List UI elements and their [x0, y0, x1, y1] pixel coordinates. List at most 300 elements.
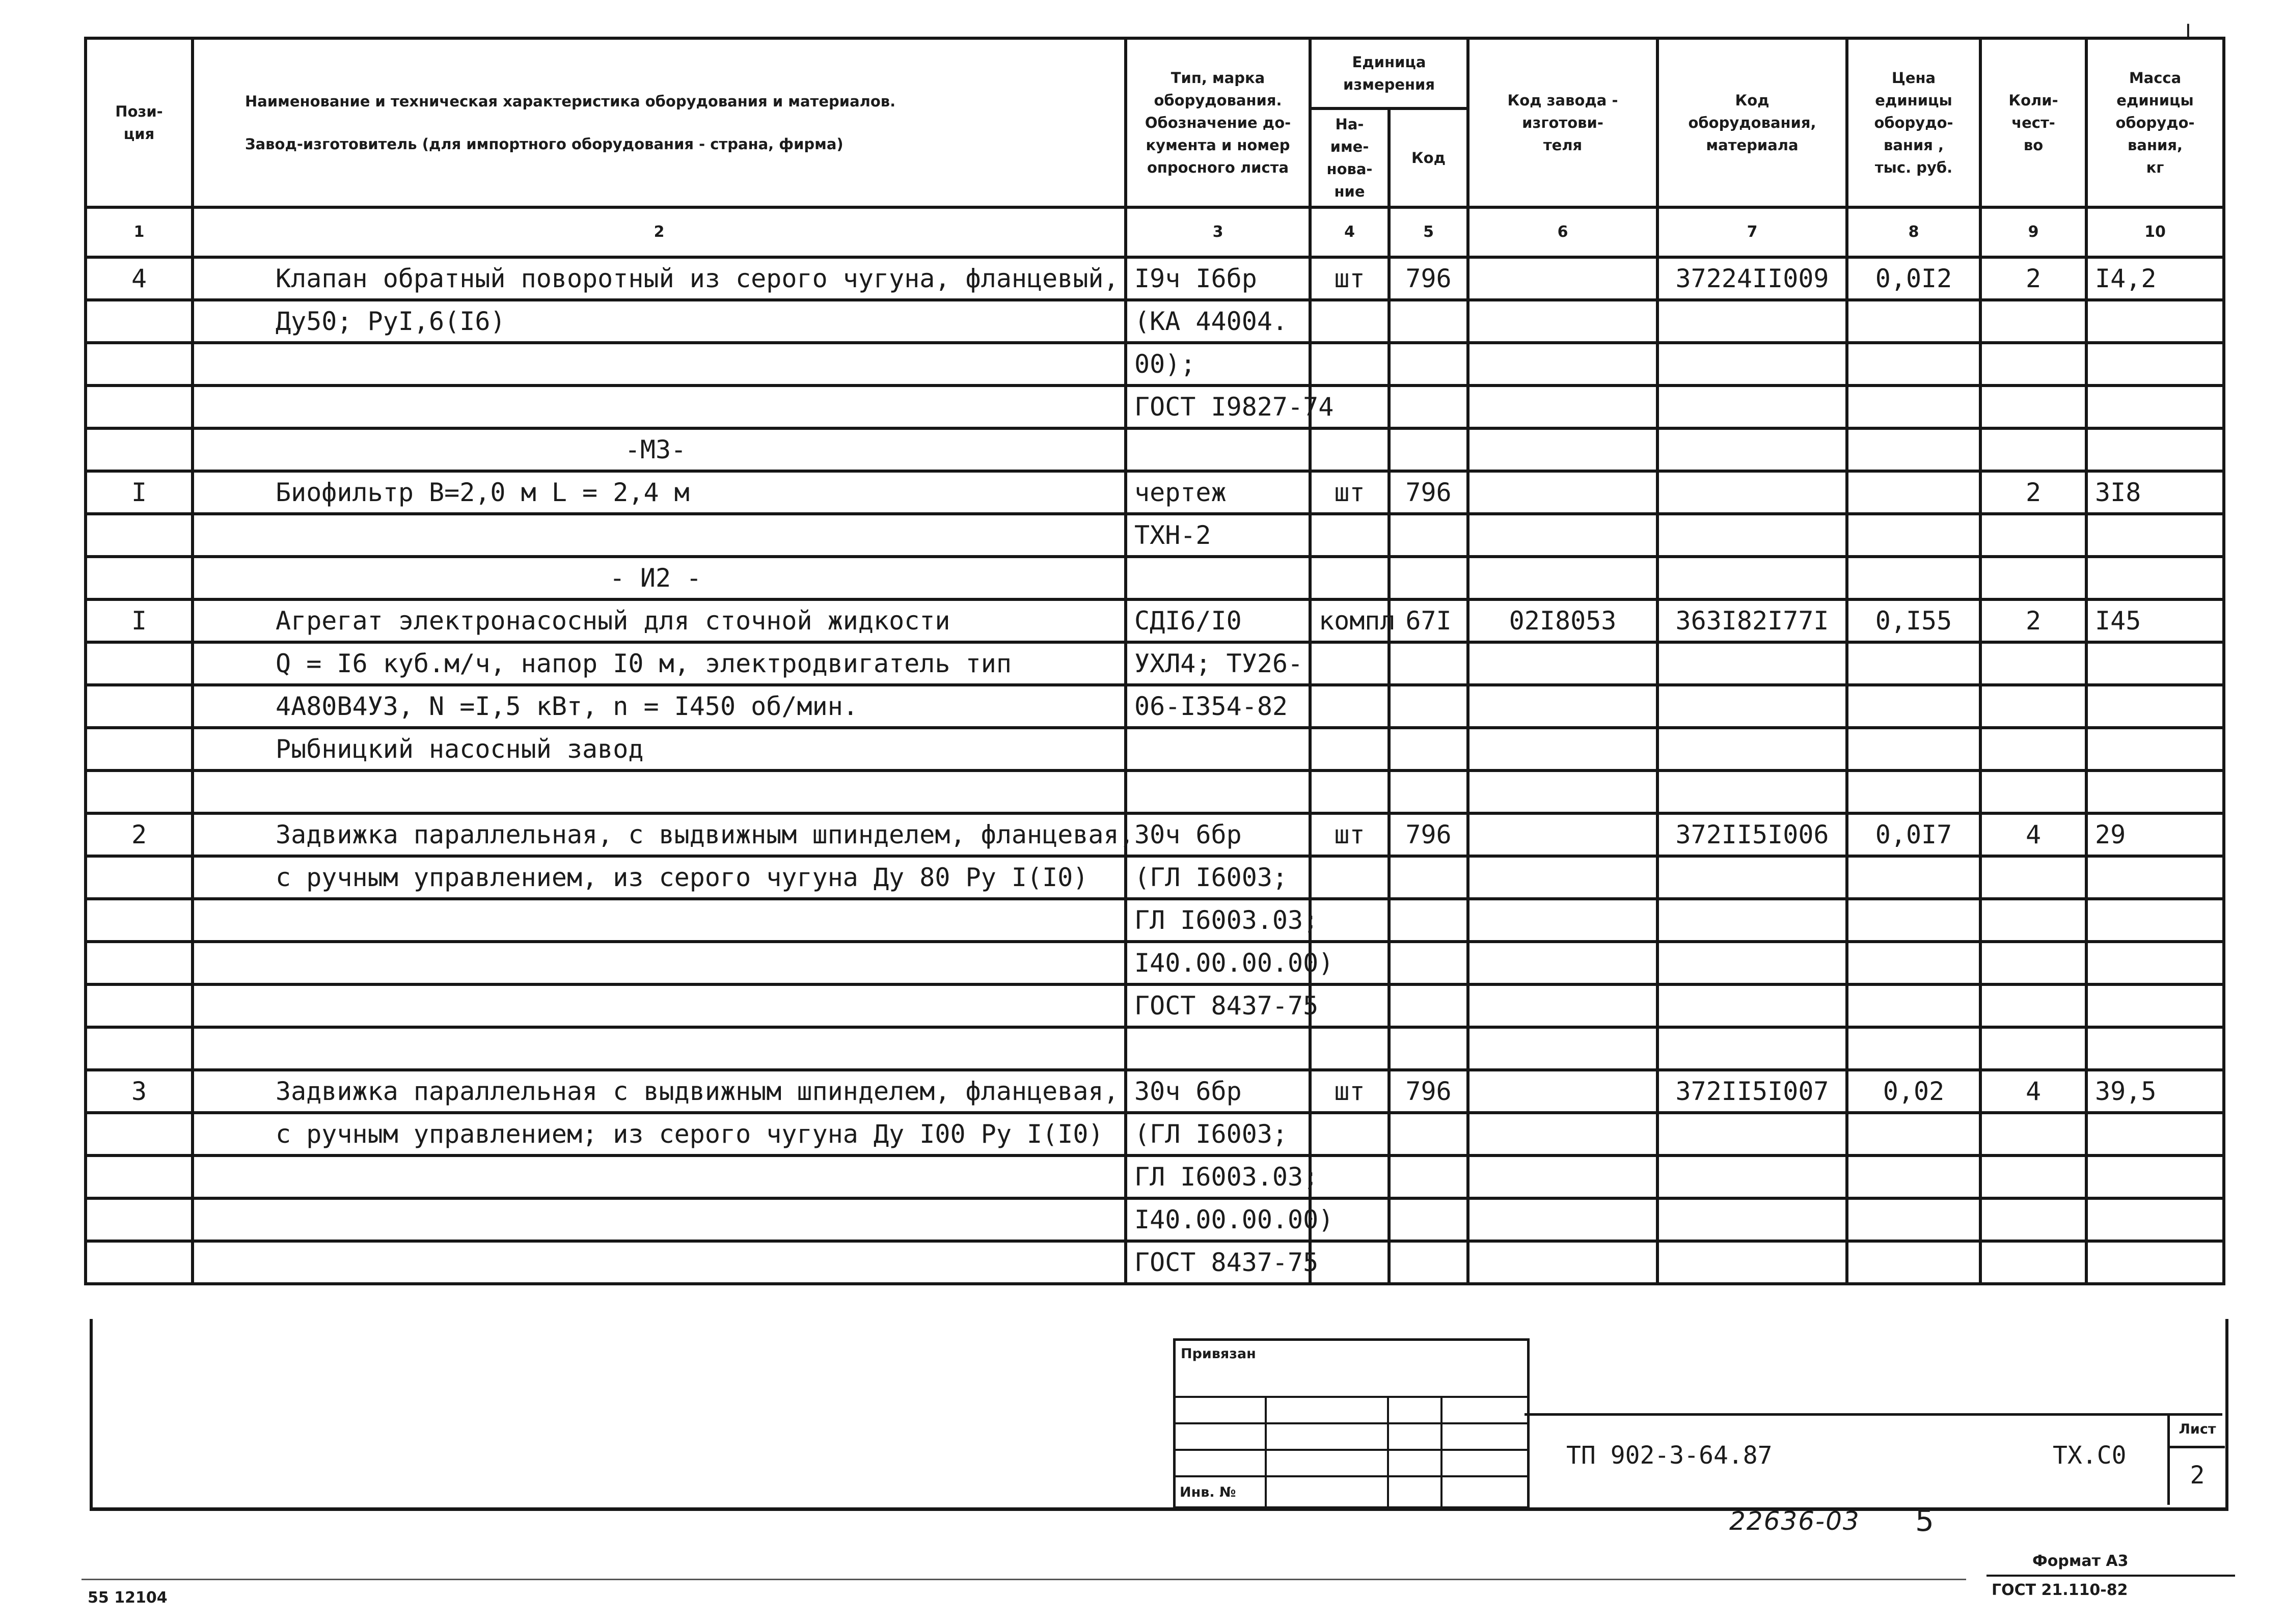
table-cell: [1310, 1027, 1389, 1070]
table-cell: [1980, 1155, 2086, 1198]
table-row: [86, 428, 2224, 471]
table-cell: [1980, 1027, 2086, 1070]
table-cell: [1468, 813, 1657, 856]
table-cell: [2086, 1113, 2224, 1155]
table-row: [86, 770, 2224, 813]
header-line: Завод-изготовитель (для импортного оборудования - страна, фирма): [245, 135, 843, 153]
gost-label: ГОСТ 21.110-82: [1992, 1581, 2128, 1599]
table-cell: [2086, 514, 2224, 557]
table-cell: [2086, 642, 2224, 685]
header-line: материала: [1706, 136, 1799, 154]
table-cell: 30ч 6бр: [1126, 1070, 1310, 1113]
table-cell: [1980, 343, 2086, 386]
table-cell: [1847, 1113, 1980, 1155]
table-cell: [1468, 300, 1657, 343]
table-cell: [1310, 300, 1389, 343]
table-cell: Q = I6 куб.м/ч, напор I0 м, электродвигатель тип: [193, 642, 1126, 685]
table-cell: [1468, 386, 1657, 428]
column-number-row: [86, 207, 2224, 257]
table-cell: [1126, 1027, 1310, 1070]
column-number: 5: [1389, 207, 1468, 257]
table-cell: [1310, 514, 1389, 557]
header-line: оборудования.: [1154, 92, 1282, 109]
table-cell: 4: [86, 257, 193, 300]
table-row: [86, 1070, 2224, 1113]
table-cell: чертеж: [1126, 471, 1310, 514]
table-cell: [1310, 343, 1389, 386]
table-cell: [193, 770, 1126, 813]
table-cell: 796: [1389, 257, 1468, 300]
table-cell: 372II5I007: [1657, 1070, 1847, 1113]
table-cell: [1657, 386, 1847, 428]
table-row: [86, 300, 2224, 343]
table-cell: 0,0I2: [1847, 257, 1980, 300]
table-cell: 4: [1980, 813, 2086, 856]
document-code: ТП 902-3-64.87: [1566, 1441, 1773, 1470]
header-unit-mass: [2086, 38, 2224, 207]
header-line: нова-: [1326, 160, 1373, 178]
table-cell: [1389, 1241, 1468, 1284]
table-cell: [193, 984, 1126, 1027]
table-cell: 2: [1980, 599, 2086, 642]
table-cell: [1657, 942, 1847, 984]
table-cell: [1389, 386, 1468, 428]
table-cell: [86, 685, 193, 728]
header-line: Обозначение до-: [1145, 114, 1291, 131]
column-number: 6: [1468, 207, 1657, 257]
table-cell: I40.00.00.00): [1126, 1198, 1310, 1241]
table-row: [86, 642, 2224, 685]
table-cell: [2086, 685, 2224, 728]
table-cell: [1468, 1241, 1657, 1284]
table-cell: [1980, 557, 2086, 599]
table-cell: [1468, 1113, 1657, 1155]
table-cell: [86, 899, 193, 942]
table-cell: [193, 1241, 1126, 1284]
footer-line: [1986, 1575, 2235, 1577]
header-line: единицы: [2116, 92, 2194, 109]
table-cell: 4: [1980, 1070, 2086, 1113]
table-cell: 796: [1389, 813, 1468, 856]
column-number: 10: [2086, 207, 2224, 257]
table-cell: -М3-: [193, 428, 1126, 471]
table-cell: [86, 1113, 193, 1155]
table-cell: 796: [1389, 1070, 1468, 1113]
table-cell: [1126, 428, 1310, 471]
table-cell: [1310, 984, 1389, 1027]
table-cell: компл: [1310, 599, 1389, 642]
table-cell: [1847, 642, 1980, 685]
table-cell: [86, 770, 193, 813]
inventory-number: 22636-03: [1729, 1506, 1860, 1536]
table-cell: [1657, 514, 1847, 557]
table-cell: [1847, 557, 1980, 599]
table-cell: [1657, 984, 1847, 1027]
table-cell: I: [86, 599, 193, 642]
table-cell: ГЛ I6003.03;: [1126, 899, 1310, 942]
table-cell: [1980, 428, 2086, 471]
header-line: тыс. руб.: [1874, 159, 1953, 176]
table-cell: [1657, 471, 1847, 514]
header-line: Код завода -: [1507, 92, 1618, 109]
table-cell: [1657, 557, 1847, 599]
table-cell: Задвижка параллельная, с выдвижным шпинделем, фланцевая,: [193, 813, 1126, 856]
column-number: 3: [1126, 207, 1310, 257]
table-cell: [1468, 984, 1657, 1027]
table-row: [86, 257, 2224, 300]
table-cell: [1657, 899, 1847, 942]
table-cell: 30ч 6бр: [1126, 813, 1310, 856]
header-line: опросного листа: [1147, 159, 1289, 176]
table-cell: [1468, 343, 1657, 386]
table-cell: [1847, 428, 1980, 471]
table-cell: (ГЛ I6003;: [1126, 856, 1310, 899]
table-cell: [2086, 1027, 2224, 1070]
column-number: 9: [1980, 207, 2086, 257]
table-cell: [1980, 685, 2086, 728]
table-cell: [1468, 685, 1657, 728]
table-cell: [86, 942, 193, 984]
table-cell: [86, 343, 193, 386]
header-line: вания ,: [1884, 136, 1944, 154]
table-cell: [1657, 1241, 1847, 1284]
table-cell: [2086, 1198, 2224, 1241]
table-cell: [1657, 1027, 1847, 1070]
table-row: [86, 1155, 2224, 1198]
table-cell: 00);: [1126, 343, 1310, 386]
table-cell: УХЛ4; ТУ26-: [1126, 642, 1310, 685]
header-unit-price: [1847, 38, 1980, 207]
table-cell: [1389, 1027, 1468, 1070]
column-number: 1: [86, 207, 193, 257]
equipment-spec-table: [84, 37, 2225, 1285]
attachment-stamp: [1173, 1338, 1530, 1509]
table-row: [86, 557, 2224, 599]
table-cell: I45: [2086, 599, 2224, 642]
table-cell: [1468, 1155, 1657, 1198]
table-cell: [1310, 428, 1389, 471]
table-cell: Клапан обратный поворотный из серого чугуна, фланцевый,: [193, 257, 1126, 300]
table-cell: с ручным управлением, из серого чугуна Ду 80 Ру I(I0): [193, 856, 1126, 899]
table-cell: - И2 -: [193, 557, 1126, 599]
table-cell: [1389, 343, 1468, 386]
table-cell: [193, 343, 1126, 386]
table-row: [86, 899, 2224, 942]
table-cell: 0,02: [1847, 1070, 1980, 1113]
table-cell: с ручным управлением; из серого чугуна Ду I00 Ру I(I0): [193, 1113, 1126, 1155]
table-cell: [1389, 856, 1468, 899]
table-cell: [1847, 1155, 1980, 1198]
table-cell: [1847, 856, 1980, 899]
header-line: оборудо-: [1874, 114, 1953, 131]
header-unit-group: [1310, 38, 1468, 108]
table-cell: 29: [2086, 813, 2224, 856]
table-cell: [86, 386, 193, 428]
header-line: вания,: [2128, 136, 2183, 154]
table-cell: [1310, 1113, 1389, 1155]
table-row: [86, 1241, 2224, 1284]
table-cell: [86, 428, 193, 471]
table-cell: ГЛ I6003.03;: [1126, 1155, 1310, 1198]
table-cell: [1468, 1198, 1657, 1241]
left-footer-code: 55 12104: [88, 1589, 168, 1607]
table-cell: 796: [1389, 471, 1468, 514]
header-line: Пози-: [115, 103, 163, 120]
table-cell: [1389, 1198, 1468, 1241]
table-cell: 3: [86, 1070, 193, 1113]
header-line: изготови-: [1522, 114, 1603, 131]
header-line: Цена: [1891, 69, 1936, 87]
table-cell: [1980, 728, 2086, 770]
header-type: [1126, 38, 1310, 207]
table-row: [86, 942, 2224, 984]
table-cell: [2086, 899, 2224, 942]
table-row: [86, 599, 2224, 642]
table-row: [86, 856, 2224, 899]
table-cell: [86, 1198, 193, 1241]
table-cell: [1468, 770, 1657, 813]
table-cell: [1847, 300, 1980, 343]
header-line: ция: [123, 125, 155, 143]
table-cell: [1468, 728, 1657, 770]
table-cell: [1847, 770, 1980, 813]
table-cell: [1980, 770, 2086, 813]
table-cell: [1657, 856, 1847, 899]
table-cell: [1468, 471, 1657, 514]
table-cell: 2: [1980, 471, 2086, 514]
table-cell: [2086, 428, 2224, 471]
table-cell: [1389, 942, 1468, 984]
table-cell: [86, 728, 193, 770]
header-name: [193, 38, 1126, 207]
column-number: 2: [193, 207, 1126, 257]
table-cell: [1847, 1198, 1980, 1241]
table-row: [86, 728, 2224, 770]
table-cell: [1657, 1113, 1847, 1155]
table-cell: [2086, 1155, 2224, 1198]
table-cell: [86, 1241, 193, 1284]
table-cell: [1468, 1070, 1657, 1113]
header-equipment-code: [1657, 38, 1847, 207]
table-cell: [2086, 942, 2224, 984]
table-cell: [86, 557, 193, 599]
table-row: [86, 514, 2224, 557]
table-cell: [1980, 1198, 2086, 1241]
table-cell: [1657, 642, 1847, 685]
table-cell: (КА 44004.: [1126, 300, 1310, 343]
table-cell: [1980, 942, 2086, 984]
table-cell: [1468, 942, 1657, 984]
table-cell: 06-I354-82: [1126, 685, 1310, 728]
table-cell: [1389, 1155, 1468, 1198]
table-row: [86, 984, 2224, 1027]
table-cell: [2086, 300, 2224, 343]
table-row: [86, 1113, 2224, 1155]
table-cell: [1310, 1241, 1389, 1284]
table-cell: [1847, 1241, 1980, 1284]
table-cell: 67I: [1389, 599, 1468, 642]
header-position: [86, 38, 193, 207]
table-cell: [1310, 856, 1389, 899]
table-cell: [1847, 984, 1980, 1027]
table-row: [86, 1198, 2224, 1241]
table-cell: [1847, 514, 1980, 557]
table-cell: [2086, 728, 2224, 770]
table-cell: [1468, 557, 1657, 599]
table-cell: [86, 1027, 193, 1070]
table-cell: [1389, 642, 1468, 685]
table-cell: [86, 984, 193, 1027]
sheet-number-box: [2167, 1413, 2225, 1505]
header-row: [86, 38, 2224, 108]
table-cell: [1310, 728, 1389, 770]
table-cell: [193, 386, 1126, 428]
table-cell: [2086, 856, 2224, 899]
header-line: Масса: [2129, 69, 2182, 87]
header-unit-name: [1310, 108, 1389, 207]
table-cell: I4,2: [2086, 257, 2224, 300]
sheet-number: 2: [2190, 1461, 2205, 1490]
table-cell: [1980, 514, 2086, 557]
table-cell: [1389, 428, 1468, 471]
table-cell: [2086, 557, 2224, 599]
table-cell: шт: [1310, 1070, 1389, 1113]
table-cell: 0,0I7: [1847, 813, 1980, 856]
table-cell: Биофильтр В=2,0 м L = 2,4 м: [193, 471, 1126, 514]
header-line: во: [2023, 136, 2044, 154]
table-cell: [1310, 685, 1389, 728]
table-row: [86, 1027, 2224, 1070]
table-cell: [1980, 984, 2086, 1027]
header-line: име-: [1330, 138, 1369, 155]
table-cell: [1657, 728, 1847, 770]
header-line: Коли-: [2008, 92, 2058, 109]
table-row: [86, 813, 2224, 856]
table-cell: [1389, 770, 1468, 813]
table-cell: [1468, 428, 1657, 471]
header-line: Код: [1735, 92, 1770, 109]
table-cell: [1657, 770, 1847, 813]
document-mark: ТХ.С0: [2053, 1441, 2127, 1470]
table-cell: шт: [1310, 813, 1389, 856]
table-cell: [1310, 770, 1389, 813]
table-cell: ГОСТ 8437-75: [1126, 984, 1310, 1027]
table-cell: [2086, 343, 2224, 386]
table-row: [86, 343, 2224, 386]
format-label: Формат А3: [2032, 1552, 2129, 1570]
left-footer-line: [81, 1579, 1966, 1580]
table-row: [86, 471, 2224, 514]
table-cell: [1980, 899, 2086, 942]
table-cell: [1468, 642, 1657, 685]
header-line: теля: [1543, 136, 1583, 154]
table-cell: шт: [1310, 471, 1389, 514]
table-cell: [1126, 557, 1310, 599]
table-cell: 2: [86, 813, 193, 856]
table-cell: [193, 514, 1126, 557]
header-line: ние: [1334, 183, 1365, 200]
header-line: кг: [2146, 159, 2164, 176]
header-line: кумента и номер: [1146, 136, 1290, 154]
table-cell: [1310, 1155, 1389, 1198]
table-cell: [193, 1155, 1126, 1198]
table-cell: [2086, 770, 2224, 813]
table-cell: [193, 899, 1126, 942]
table-cell: 2: [1980, 257, 2086, 300]
table-row: [86, 685, 2224, 728]
table-cell: [1847, 685, 1980, 728]
table-cell: [193, 1027, 1126, 1070]
table-cell: 37224II009: [1657, 257, 1847, 300]
header-line: Единица: [1352, 53, 1426, 71]
header-line: измерения: [1343, 76, 1435, 93]
table-cell: [1657, 428, 1847, 471]
table-cell: [1847, 1027, 1980, 1070]
table-cell: [1389, 984, 1468, 1027]
table-cell: (ГЛ I6003;: [1126, 1113, 1310, 1155]
table-cell: [1468, 899, 1657, 942]
table-cell: 4А80В4У3, N =I,5 кВт, n = I450 об/мин.: [193, 685, 1126, 728]
title-block-line: [1525, 1413, 2222, 1416]
table-cell: [1657, 1198, 1847, 1241]
table-cell: I9ч I6бр: [1126, 257, 1310, 300]
table-cell: [2086, 984, 2224, 1027]
table-cell: [1468, 514, 1657, 557]
corner-mark: I: [2185, 20, 2191, 44]
table-cell: [86, 856, 193, 899]
table-cell: 0,I55: [1847, 599, 1980, 642]
table-cell: [1657, 343, 1847, 386]
table-cell: [1657, 300, 1847, 343]
attached-label: Привязан: [1181, 1346, 1256, 1362]
table-cell: ГОСТ I9827-74: [1126, 386, 1310, 428]
table-cell: [2086, 1241, 2224, 1284]
table-cell: [2086, 386, 2224, 428]
table-row: [86, 386, 2224, 428]
table-cell: [1657, 1155, 1847, 1198]
table-cell: [1980, 856, 2086, 899]
header-unit-code: Код: [1389, 108, 1468, 207]
table-cell: 39,5: [2086, 1070, 2224, 1113]
column-number: 7: [1657, 207, 1847, 257]
page-number: 5: [1915, 1503, 1934, 1538]
table-cell: [1468, 257, 1657, 300]
table-cell: [1847, 343, 1980, 386]
table-cell: 02I8053: [1468, 599, 1657, 642]
table-cell: [1389, 728, 1468, 770]
table-cell: [1468, 1027, 1657, 1070]
header-plant-code: [1468, 38, 1657, 207]
inventory-label: Инв. №: [1180, 1484, 1236, 1500]
table-cell: [1389, 514, 1468, 557]
table-cell: [1468, 856, 1657, 899]
table-cell: 363I82I77I: [1657, 599, 1847, 642]
table-cell: [86, 300, 193, 343]
table-cell: [1389, 899, 1468, 942]
table-cell: ТХН-2: [1126, 514, 1310, 557]
table-cell: Задвижка параллельная с выдвижным шпинделем, фланцевая,: [193, 1070, 1126, 1113]
table-cell: I: [86, 471, 193, 514]
table-cell: [86, 514, 193, 557]
table-cell: [1847, 471, 1980, 514]
table-cell: 3I8: [2086, 471, 2224, 514]
table-cell: [1980, 1241, 2086, 1284]
table-cell: [1980, 386, 2086, 428]
table-cell: [1980, 642, 2086, 685]
table-cell: I40.00.00.00): [1126, 942, 1310, 984]
table-cell: [1389, 1113, 1468, 1155]
table-cell: [1310, 899, 1389, 942]
